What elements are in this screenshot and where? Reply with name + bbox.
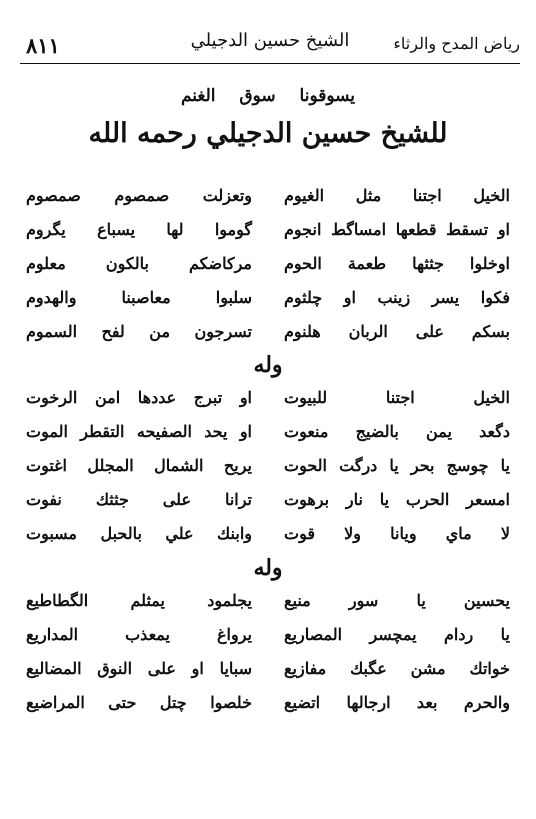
verse-second-hemistich: خلصوا چتل حتى المراضيع xyxy=(26,693,252,712)
verse-second-hemistich: او يحد الصفيحه التقطر الموت xyxy=(26,422,252,441)
verse-first-hemistich: بسكم على الربان هلنوم xyxy=(284,322,510,341)
verse-first-hemistich: يا چوسج بحر يا درگت الحوت xyxy=(284,456,510,475)
verse-second-hemistich: تسرجون من لفح السموم xyxy=(26,322,252,341)
verse-second-hemistich: سبايا او على النوق المضاليع xyxy=(26,659,252,678)
verse-line xyxy=(26,220,510,250)
poem-title: للشيخ حسين الدجيلي رحمه الله xyxy=(88,118,448,149)
verse-line xyxy=(26,254,510,284)
verse-second-hemistich: يجلمود يمثلم الگطاطيع xyxy=(26,591,252,610)
verse-line xyxy=(26,591,510,621)
book-title: رياض المدح والرثاء xyxy=(393,34,520,53)
verse-first-hemistich: الخيل اجتنا للبيوت xyxy=(284,388,510,407)
poem-tune: يسوقونا سوق الغنم xyxy=(180,86,356,106)
section-title: وله xyxy=(253,555,283,581)
chapter-title: الشيخ حسين الدجيلي xyxy=(190,30,350,51)
verse-second-hemistich: وابنك علي بالحبل مسبوت xyxy=(26,524,252,543)
page-number: ٨١١ xyxy=(26,33,60,58)
verse-line xyxy=(26,388,510,418)
verse-second-hemistich: وتعزلت صمصوم صمصوم xyxy=(26,186,252,205)
verse-first-hemistich: اوخلوا جثثها طعمة الحوم xyxy=(284,254,510,273)
verse-line xyxy=(26,659,510,689)
verse-line xyxy=(26,625,510,655)
verse-first-hemistich: يحسين يا سور منيع xyxy=(284,591,510,610)
verse-line xyxy=(26,322,510,352)
verse-line xyxy=(26,456,510,486)
verse-first-hemistich: خواتك مشن عگبك مفازيع xyxy=(284,659,510,678)
verse-second-hemistich: يرواغ يمعذب المداريع xyxy=(26,625,252,644)
verse-line xyxy=(26,288,510,318)
verse-line xyxy=(26,422,510,452)
verse-line xyxy=(26,186,510,216)
verse-second-hemistich: سلبوا معاصبنا والهدوم xyxy=(26,288,252,307)
section-title: وله xyxy=(253,352,283,378)
verse-line xyxy=(26,693,510,723)
verse-first-hemistich: امسعر الحرب يا نار برهوت xyxy=(284,490,510,509)
verse-first-hemistich: فكوا يسر زينب او چلثوم xyxy=(284,288,510,307)
verse-first-hemistich: والحرم بعد ارجالها اتضيع xyxy=(284,693,510,712)
verse-second-hemistich: او تبرج عددها امن الرخوت xyxy=(26,388,252,407)
running-header xyxy=(20,30,520,64)
verse-first-hemistich: دگعد يمن بالضيج منعوت xyxy=(284,422,510,441)
verse-second-hemistich: ترانا على جثثك نفوت xyxy=(26,490,252,509)
verse-line xyxy=(26,490,510,520)
verse-first-hemistich: الخيل اجتنا مثل الغيوم xyxy=(284,186,510,205)
header-rule xyxy=(20,63,520,64)
verse-first-hemistich: يا ردام يمچسر المصاريع xyxy=(284,625,510,644)
verse-line xyxy=(26,524,510,554)
verse-second-hemistich: يريح الشمال المجلل اغتوت xyxy=(26,456,252,475)
verse-first-hemistich: او تسقط قطعها امساگط انجوم xyxy=(284,220,510,239)
verse-first-hemistich: لا ماي ويانا ولا قوت xyxy=(284,524,510,543)
verse-second-hemistich: مركاضكم بالكون معلوم xyxy=(26,254,252,273)
verse-second-hemistich: گوموا لها يسباع يگروم xyxy=(26,220,252,239)
